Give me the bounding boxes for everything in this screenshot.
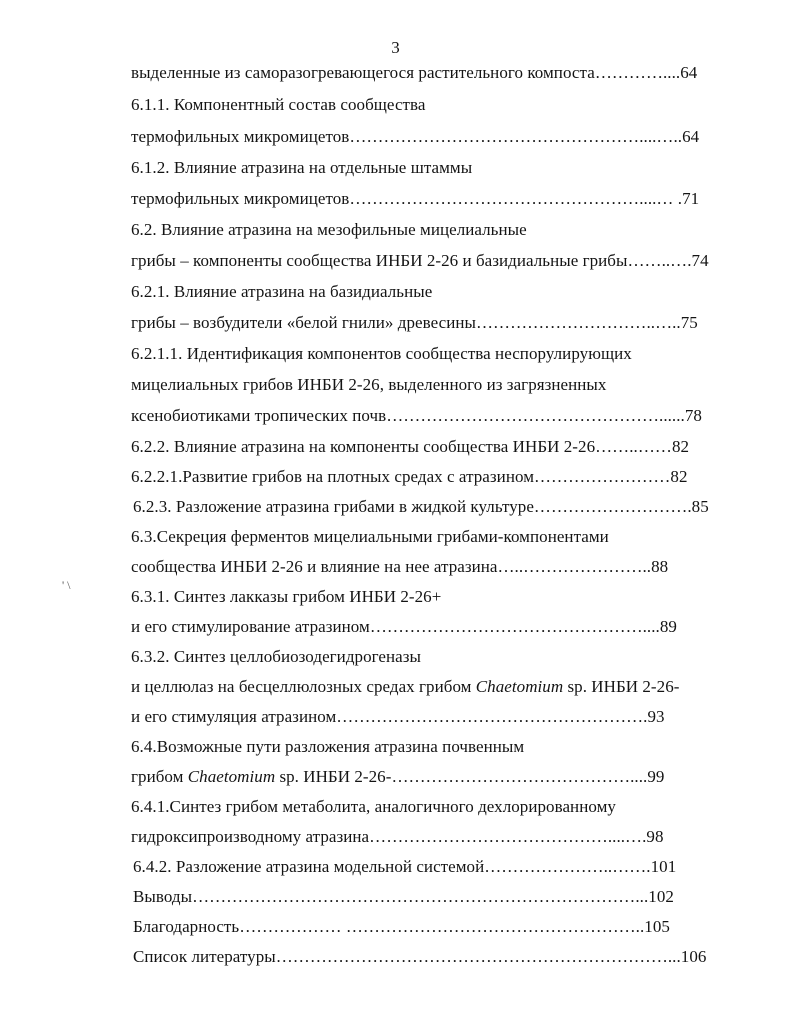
toc-entry: 6.3.2. Синтез целлобиозодегидрогеназы [131,647,422,666]
toc-entry: 6.1.2. Влияние атразина на отдельные штаммы [131,158,473,177]
toc-entry: выделенные из саморазогревающегося растительного компоста…………....64 [131,63,698,82]
toc-entry: термофильных микромицетов……………………………………………....…..64 [131,127,700,146]
toc-entry: 6.2.3. Разложение атразина грибами в жидкой культуре……………………….85 [133,497,709,516]
toc-entry: 6.3.Секреция ферментов мицелиальными грибами-компонентами [131,527,609,546]
toc-entry: 6.2.2. Влияние атразина на компоненты сообщества ИНБИ 2-26……..……82 [131,437,690,456]
toc-entry: 6.2.1.1. Идентификация компонентов сообщества неспорулирующих [131,344,632,363]
toc-entry: 6.3.1. Синтез лакказы грибом ИНБИ 2-26+ [131,587,442,606]
toc-entry: грибы – возбудители «белой гнили» древесины…………………………..…..75 [131,313,698,332]
toc-entry: 6.4.2. Разложение атразина модельной системой…………………..…….101 [133,857,677,876]
toc-entry: термофильных микромицетов……………………………………………....… .71 [131,189,700,208]
toc-entry: ксенобиотиками тропических почв…………………………………………......78 [131,406,702,425]
toc-entry: Благодарность……………… ……………………………………………..105 [133,917,670,936]
toc-entry: 6.4.1.Синтез грибом метаболита, аналогичного дехлорированному [131,797,616,816]
toc-entry: грибом Chaetomium sp. ИНБИ 2-26-……………………………………....99 [131,767,665,786]
page-number: 3 [391,38,400,57]
toc-entry: 6.2. Влияние атразина на мезофильные мицелиальные [131,220,527,239]
toc-entry: сообщества ИНБИ 2-26 и влияние на нее атразина…..…………………..88 [131,557,669,576]
scan-artifact-mark: ' \ [62,578,71,592]
toc-entry: гидроксипроизводному атразина……………………………………....….98 [131,827,664,846]
toc-entry: грибы – компоненты сообщества ИНБИ 2-26 и базидиальные грибы……..….74 [131,251,709,270]
toc-entry: Список литературы……………………………………………………………...106 [133,947,707,966]
toc-entry: 6.2.2.1.Развитие грибов на плотных средах с атразином……………………82 [131,467,688,486]
toc-entry: и его стимулирование атразином…………………………………………....89 [131,617,677,636]
toc-entry: и его стимуляция атразином……………………………………………….93 [131,707,665,726]
toc-entry: мицелиальных грибов ИНБИ 2-26, выделенного из загрязненных [131,375,607,394]
toc-entry: 6.1.1. Компонентный состав сообщества [131,95,426,114]
toc-entry: Выводы……………………………………………………………………...102 [133,887,674,906]
toc-entry: 6.2.1. Влияние атразина на базидиальные [131,282,433,301]
toc-entry: и целлюлаз на бесцеллюлозных средах грибом Chaetomium sp. ИНБИ 2-26- [131,677,680,696]
toc-entry: 6.4.Возможные пути разложения атразина почвенным [131,737,525,756]
